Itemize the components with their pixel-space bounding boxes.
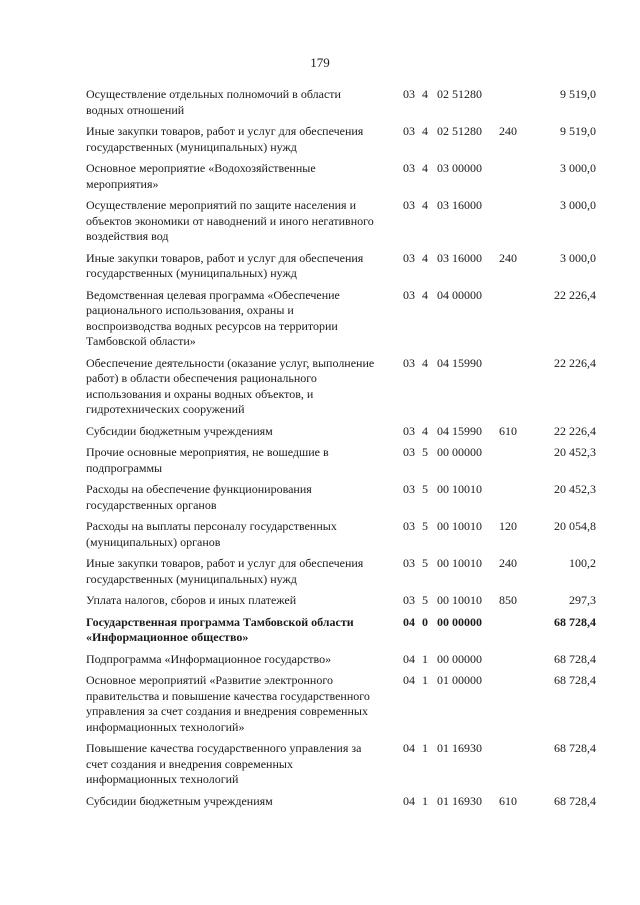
table-row [0,652,640,668]
table-row [0,482,640,513]
row-target-article-code: 00 10010 [437,519,482,533]
row-section-code: 04 [403,793,415,808]
row-subsection-code: 4 [422,287,428,302]
row-amount: 20 452,3 [554,445,596,459]
row-expense-type-code: 610 [499,793,517,808]
row-name: Основное мероприятий «Развитие электронного правительства и повышение качества государственного управления за счет создания и внедрения современных информационных технологий» [86,673,370,734]
row-target-article-code: 02 51280 [437,87,482,101]
row-section-code: 03 [403,198,415,212]
row-section-code: 03 [403,423,415,438]
row-section-code: 03 [403,593,415,607]
row-target-article-code: 02 51280 [437,124,482,138]
row-subsection-code: 1 [422,793,428,808]
row-amount: 3 000,0 [560,198,596,212]
table-row [0,251,640,282]
row-name: Субсидии бюджетным учреждениям [86,793,273,808]
row-expense-type-code: 610 [499,423,517,438]
row-target-article-code: 04 00000 [437,287,482,302]
row-target-article-code: 00 00000 [437,651,482,666]
row-target-article-code: 04 15990 [437,355,482,370]
row-section-code: 04 [403,651,415,666]
row-subsection-code: 4 [422,124,428,138]
row-amount: 9 519,0 [560,87,596,101]
row-amount: 3 000,0 [560,250,596,265]
row-name: Государственная программа Тамбовской области «Информационное общество» [86,614,354,644]
row-section-code: 04 [403,673,415,687]
row-target-article-code: 00 10010 [437,556,482,570]
row-name: Иные закупки товаров, работ и услуг для обеспечения государственных (муниципальных) нужд [86,556,364,586]
row-section-code: 03 [403,161,415,175]
row-name: Осуществление отдельных полномочий в области водных отношений [86,87,341,117]
row-amount: 20 054,8 [554,519,596,533]
row-section-code: 03 [403,355,415,370]
row-expense-type-code: 240 [499,250,517,265]
table-row [0,741,640,788]
row-expense-type-code: 240 [499,124,517,138]
table-row [0,356,640,418]
row-amount: 22 226,4 [554,355,596,370]
row-target-article-code: 03 00000 [437,161,482,175]
row-target-article-code: 01 00000 [437,673,482,687]
row-name: Повышение качества государственного управления за счет создания и внедрения современных информационных технологий [86,741,362,786]
row-target-article-code: 04 15990 [437,423,482,438]
row-subsection-code: 5 [422,519,428,533]
row-subsection-code: 1 [422,673,428,687]
budget-table [0,87,640,815]
row-target-article-code: 03 16000 [437,250,482,265]
row-amount: 297,3 [569,593,596,607]
row-amount: 20 452,3 [554,482,596,496]
row-name: Субсидии бюджетным учреждениям [86,423,273,438]
row-expense-type-code: 850 [499,593,517,607]
table-row [0,288,640,350]
row-subsection-code: 4 [422,355,428,370]
table-row [0,198,640,245]
row-subsection-code: 5 [422,593,428,607]
row-amount: 22 226,4 [554,423,596,438]
row-name: Расходы на обеспечение функционирования государственных органов [86,482,312,512]
row-name: Иные закупки товаров, работ и услуг для обеспечения государственных (муниципальных) нужд [86,250,364,280]
row-amount: 9 519,0 [560,124,596,138]
row-section-code: 03 [403,87,415,101]
row-amount: 68 728,4 [554,651,596,666]
row-amount: 68 728,4 [554,673,596,687]
row-section-code: 04 [403,741,415,755]
row-section-code: 03 [403,287,415,302]
row-section-code: 03 [403,250,415,265]
table-row [0,87,640,118]
row-name: Иные закупки товаров, работ и услуг для обеспечения государственных (муниципальных) нужд [86,124,364,154]
row-subsection-code: 5 [422,482,428,496]
row-name: Расходы на выплаты персоналу государственных (муниципальных) органов [86,519,337,549]
row-amount: 100,2 [569,556,596,570]
row-subsection-code: 1 [422,741,428,755]
row-subsection-code: 1 [422,651,428,666]
table-row [0,445,640,476]
row-subsection-code: 0 [422,614,428,629]
table-row [0,424,640,440]
row-amount: 68 728,4 [554,614,596,629]
row-name: Осуществление мероприятий по защите населения и объектов экономики от наводнений и иного негативного воздействия вод [86,198,374,243]
row-subsection-code: 4 [422,423,428,438]
row-expense-type-code: 240 [499,556,517,570]
row-target-article-code: 00 10010 [437,482,482,496]
row-name: Подпрограмма «Информационное государство» [86,651,332,666]
table-row [0,673,640,735]
row-section-code: 03 [403,482,415,496]
row-name: Обеспечение деятельности (оказание услуг, выполнение работ) в области обеспечения рационального использования и охраны водных объектов, и гидротехнических сооружений [86,355,375,416]
row-section-code: 04 [403,614,415,629]
table-row [0,615,640,646]
row-section-code: 03 [403,556,415,570]
row-subsection-code: 4 [422,250,428,265]
row-subsection-code: 5 [422,556,428,570]
row-section-code: 03 [403,124,415,138]
row-amount: 3 000,0 [560,161,596,175]
row-amount: 68 728,4 [554,741,596,755]
row-subsection-code: 4 [422,87,428,101]
row-name: Основное мероприятие «Водохозяйственные мероприятия» [86,161,316,191]
row-target-article-code: 01 16930 [437,793,482,808]
row-name: Уплата налогов, сборов и иных платежей [86,593,297,607]
row-expense-type-code: 120 [499,519,517,533]
row-name: Ведомственная целевая программа «Обеспечение рационального использования, охраны и воспроизводства водных ресурсов на территории Тамбовской области» [86,287,340,348]
row-section-code: 03 [403,519,415,533]
row-target-article-code: 03 16000 [437,198,482,212]
row-target-article-code: 00 00000 [437,445,482,459]
table-row [0,124,640,155]
row-subsection-code: 4 [422,161,428,175]
table-row [0,161,640,192]
row-section-code: 03 [403,445,415,459]
row-subsection-code: 4 [422,198,428,212]
table-row [0,794,640,810]
row-name: Прочие основные мероприятия, не вошедшие в подпрограммы [86,445,329,475]
row-amount: 22 226,4 [554,287,596,302]
table-row [0,593,640,609]
table-row [0,519,640,550]
row-subsection-code: 5 [422,445,428,459]
page-number: 179 [310,55,330,70]
table-row [0,556,640,587]
row-target-article-code: 00 10010 [437,593,482,607]
row-amount: 68 728,4 [554,793,596,808]
row-target-article-code: 00 00000 [437,614,482,629]
row-target-article-code: 01 16930 [437,741,482,755]
